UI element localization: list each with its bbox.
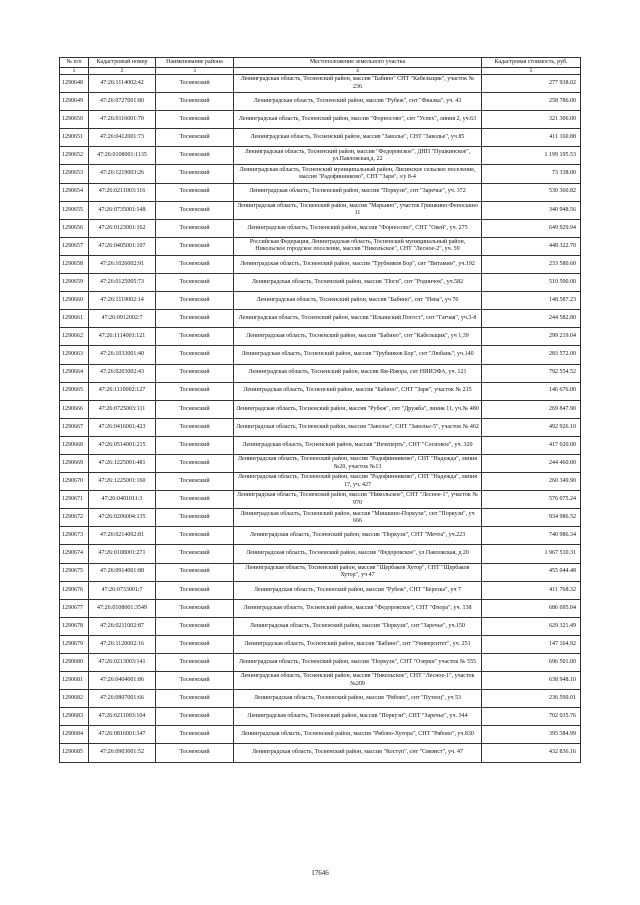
row-number-cell: 1290661 [60, 310, 89, 328]
cadastral-value-cell: 1 199 195.53 [482, 147, 581, 165]
header-location: Местоположение земельного участка [234, 58, 482, 68]
table-row [60, 364, 581, 382]
district-name-cell: Тосненский [156, 473, 234, 491]
row-number-cell: 1290650 [60, 111, 89, 129]
cadastral-value-table [59, 57, 581, 763]
cadastral-number-cell: 47:26:0735001:148 [89, 201, 156, 219]
row-number-cell: 1290684 [60, 726, 89, 744]
table-row [60, 400, 581, 418]
district-name-cell: Тосненский [156, 635, 234, 653]
district-name-cell: Тосненский [156, 292, 234, 310]
cadastral-value-cell: 510 500.00 [482, 274, 581, 292]
document-page [59, 57, 580, 763]
cadastral-number-cell: 47:26:1119002:14 [89, 292, 156, 310]
table-row [60, 346, 581, 364]
cadastral-value-cell: 629 321.49 [482, 617, 581, 635]
cadastral-value-cell: 146 676.00 [482, 382, 581, 400]
cadastral-value-cell: 395 384.99 [482, 726, 581, 744]
cadastral-number-cell: 47:26:0211003:104 [89, 708, 156, 726]
cadastral-number-cell: 47:26:0401011:3 [89, 491, 156, 509]
row-number-cell: 1290653 [60, 165, 89, 183]
location-cell: Ленинградская область, Тосненский район, массив "Поркузи", снт "Заречье", уч.150 [234, 617, 482, 635]
location-cell: Ленинградская область, Тосненский район, массив "Федоровское", СНТ "Флора", уч. 138 [234, 599, 482, 617]
cadastral-value-cell: 696 501.00 [482, 654, 581, 672]
cadastral-value-cell: 638 948.10 [482, 672, 581, 690]
table-row [60, 75, 581, 93]
cadastral-value-cell: 492 926.10 [482, 418, 581, 436]
cadastral-value-cell: 1 967 510.31 [482, 545, 581, 563]
district-name-cell: Тосненский [156, 599, 234, 617]
district-name-cell: Тосненский [156, 274, 234, 292]
table-header-row [60, 58, 581, 68]
location-cell: Ленинградская область, Тосненский район, массив "Мишкино-Поркузи", снт "Поркузи", уч 666 [234, 509, 482, 527]
row-number-cell: 1290657 [60, 237, 89, 255]
table-row [60, 237, 581, 255]
table-row [60, 454, 581, 472]
cadastral-value-cell: 649 929.94 [482, 219, 581, 237]
location-cell: Ленинградская область, Тосненский район, массив "Щербаков Хутор", СНТ "Щербаков Хутор", уч 47 [234, 563, 482, 581]
table-row [60, 129, 581, 147]
location-cell: Ленинградская область, Тосненский район, массив "Федоровское", ул Павловская, д 20 [234, 545, 482, 563]
row-number-cell: 1290662 [60, 328, 89, 346]
header-district-name: Наименование района [156, 58, 234, 68]
cadastral-number-cell: 47:26:0807001:66 [89, 690, 156, 708]
row-number-cell: 1290648 [60, 75, 89, 93]
table-row [60, 744, 581, 762]
row-number-cell: 1290676 [60, 581, 89, 599]
location-cell: Ленинградская область, Тосненский муниципальный район, Лисинское сельское поселение, массив "Радофинниково", СНТ "Заря", з/у 8-4 [234, 165, 482, 183]
district-name-cell: Тосненский [156, 310, 234, 328]
row-number-cell: 1290669 [60, 454, 89, 472]
row-number-cell: 1290655 [60, 201, 89, 219]
table-row [60, 111, 581, 129]
location-cell: Ленинградская область, Тосненский район, массив "Рябово", снт "Путеец", уч 53 [234, 690, 482, 708]
row-number-cell: 1290668 [60, 436, 89, 454]
district-name-cell: Тосненский [156, 418, 234, 436]
table-row [60, 563, 581, 581]
cadastral-number-cell: 47:26:0903001:52 [89, 744, 156, 762]
location-cell: Ленинградская область, Тосненский район, массив "Заволье", СНТ "Заволье", уч 85 [234, 129, 482, 147]
row-number-cell: 1290658 [60, 255, 89, 273]
row-number-cell: 1290652 [60, 147, 89, 165]
location-cell: Ленинградская область, Тосненский район, массив "Коступ", снт "Связист", уч. 47 [234, 744, 482, 762]
location-cell: Российская Федерация, Ленинградская область, Тосненский муниципальный район, Никольское городское поселение, массив "Никольское", СНТ "Лесное-2", уч. 59 [234, 237, 482, 255]
cadastral-number-cell: 47:26:0514001:215 [89, 436, 156, 454]
header-cadastral-value: Кадастровая стоимость, руб. [482, 58, 581, 68]
cadastral-value-cell: 233 580.60 [482, 255, 581, 273]
table-row [60, 183, 581, 201]
row-number-cell: 1290674 [60, 545, 89, 563]
cadastral-value-cell: 686 695.04 [482, 599, 581, 617]
row-number-cell: 1290660 [60, 292, 89, 310]
page-number: 17646 [311, 869, 329, 877]
row-number-cell: 1290681 [60, 672, 89, 690]
table-row [60, 545, 581, 563]
table-row [60, 509, 581, 527]
cadastral-value-cell: 417 020.00 [482, 436, 581, 454]
location-cell: Ленинградская область, Тосненский район, массив "Бабино", снт "Нева", уч 76 [234, 292, 482, 310]
location-cell: Ленинградская область, Тосненский район, массив "Никольское", СНТ "Лесное-1", участок №209 [234, 672, 482, 690]
location-cell: Ленинградская область, Тосненский район, массив "Ильинский Погост", снт "Гатчая", уч.3-8 [234, 310, 482, 328]
table-row [60, 708, 581, 726]
cadastral-value-cell: 455 044.48 [482, 563, 581, 581]
district-name-cell: Тосненский [156, 545, 234, 563]
row-number-cell: 1290677 [60, 599, 89, 617]
table-body [60, 75, 581, 763]
cadastral-number-cell: 47:26:0206004:135 [89, 509, 156, 527]
district-name-cell: Тосненский [156, 201, 234, 219]
cadastral-number-cell: 47:26:0123001:162 [89, 219, 156, 237]
cadastral-number-cell: 47:26:1110002:127 [89, 382, 156, 400]
header-row-number: № п/п [60, 58, 89, 68]
location-cell: Ленинградская область, Тосненский район, массив "Трубников Бор", снт "Витамин", уч.192 [234, 255, 482, 273]
location-cell: Ленинградская область, Тосненский район, массив "Заволье", СНТ "Заволье-5", участок № 462 [234, 418, 482, 436]
district-name-cell: Тосненский [156, 744, 234, 762]
column-number: 2 [89, 68, 156, 75]
district-name-cell: Тосненский [156, 436, 234, 454]
table-row [60, 201, 581, 219]
row-number-cell: 1290664 [60, 364, 89, 382]
district-name-cell: Тосненский [156, 617, 234, 635]
row-number-cell: 1290672 [60, 509, 89, 527]
district-name-cell: Тосненский [156, 527, 234, 545]
cadastral-value-cell: 244 460.00 [482, 454, 581, 472]
cadastral-number-cell: 47:26:0108001:3549 [89, 599, 156, 617]
table-row [60, 274, 581, 292]
district-name-cell: Тосненский [156, 111, 234, 129]
location-cell: Ленинградская область, Тосненский район, массив "Рубеж", снт "Фиалка", уч. 43 [234, 93, 482, 111]
district-name-cell: Тосненский [156, 328, 234, 346]
cadastral-number-cell: 47:26:0416001:423 [89, 418, 156, 436]
cadastral-value-cell: 530 360.82 [482, 183, 581, 201]
location-cell: Ленинградская область, Тосненский район, массив "Поги", снт "Родничок", уч.582 [234, 274, 482, 292]
cadastral-value-cell: 236 599.01 [482, 690, 581, 708]
district-name-cell: Тосненский [156, 690, 234, 708]
cadastral-number-cell: 47:26:1114001:121 [89, 328, 156, 346]
table-row [60, 436, 581, 454]
district-name-cell: Тосненский [156, 672, 234, 690]
cadastral-value-cell: 576 075.24 [482, 491, 581, 509]
cadastral-number-cell: 47:26:0727001:80 [89, 93, 156, 111]
district-name-cell: Тосненский [156, 382, 234, 400]
table-row [60, 147, 581, 165]
location-cell: Ленинградская область, Тосненский район, массив "Рубеж", СНТ "Березка", уч 7 [234, 581, 482, 599]
district-name-cell: Тосненский [156, 454, 234, 472]
cadastral-number-cell: 47:26:1033001:40 [89, 346, 156, 364]
cadastral-number-cell: 47:26:0816001:347 [89, 726, 156, 744]
cadastral-value-cell: 277 938.02 [482, 75, 581, 93]
location-cell: Ленинградская область, Тосненский район, массив "Нечеперть", СНТ "Сосновое", уч. 320 [234, 436, 482, 454]
district-name-cell: Тосненский [156, 219, 234, 237]
location-cell: Ленинградская область, Тосненский район, массив "Поркузи", СНТ "Озерки" участок № 555 [234, 654, 482, 672]
district-name-cell: Тосненский [156, 129, 234, 147]
cadastral-number-cell: 47:26:1120002:16 [89, 635, 156, 653]
table-row [60, 581, 581, 599]
cadastral-value-cell: 148 587.23 [482, 292, 581, 310]
row-number-cell: 1290654 [60, 183, 89, 201]
header-cadastral-number: Кадастровый номер [89, 58, 156, 68]
cadastral-number-cell: 47:26:0211002:87 [89, 617, 156, 635]
location-cell: Ленинградская область, Тосненский район, массив "Форносово", снт "Успех", линия 2, уч.63 [234, 111, 482, 129]
cadastral-value-cell: 269 847.90 [482, 400, 581, 418]
table-row [60, 310, 581, 328]
location-cell: Ленинградская область, Тосненский район, массив "Рубеж", снт "Дружба", линия 11, уч.№ 480 [234, 400, 482, 418]
cadastral-value-cell: 73 338.00 [482, 165, 581, 183]
cadastral-number-cell: 47:26:0108001:271 [89, 545, 156, 563]
column-number: 1 [60, 68, 89, 75]
row-number-cell: 1290667 [60, 418, 89, 436]
table-row [60, 219, 581, 237]
district-name-cell: Тосненский [156, 75, 234, 93]
table-row [60, 672, 581, 690]
row-number-cell: 1290659 [60, 274, 89, 292]
cadastral-number-cell: 47:26:0203002:43 [89, 364, 156, 382]
location-cell: Ленинградская область, Тосненский район, массив "Рябово-Хутора", СНТ "Рябово", уч.830 [234, 726, 482, 744]
cadastral-number-cell: 47:26:0108001:1135 [89, 147, 156, 165]
district-name-cell: Тосненский [156, 237, 234, 255]
row-number-cell: 1290675 [60, 563, 89, 581]
table-row [60, 165, 581, 183]
cadastral-value-cell: 432 836.16 [482, 744, 581, 762]
column-number: 4 [234, 68, 482, 75]
cadastral-number-cell: 47:26:0116001:70 [89, 111, 156, 129]
table-row [60, 292, 581, 310]
district-name-cell: Тосненский [156, 708, 234, 726]
row-number-cell: 1290656 [60, 219, 89, 237]
column-number: 5 [482, 68, 581, 75]
row-number-cell: 1290666 [60, 400, 89, 418]
cadastral-number-cell: 47:26:0214002:81 [89, 527, 156, 545]
cadastral-value-cell: 321 306.00 [482, 111, 581, 129]
cadastral-number-cell: 47:26:1225001:481 [89, 454, 156, 472]
cadastral-number-cell: 47:26:1114002:42 [89, 75, 156, 93]
location-cell: Ленинградская область, Тосненский район, массив "Форносово", СНТ "Окей", уч. 275 [234, 219, 482, 237]
row-number-cell: 1290665 [60, 382, 89, 400]
district-name-cell: Тосненский [156, 364, 234, 382]
cadastral-number-cell: 47:26:0412001:73 [89, 129, 156, 147]
cadastral-number-cell: 47:26:0405001:107 [89, 237, 156, 255]
table-row [60, 382, 581, 400]
district-name-cell: Тосненский [156, 346, 234, 364]
district-name-cell: Тосненский [156, 491, 234, 509]
cadastral-value-cell: 740 986.34 [482, 527, 581, 545]
table-row [60, 690, 581, 708]
location-cell: Ленинградская область, Тосненский район, массив "Федоровское", ДНП "Пушкинское", ул.Павловская,д. 22 [234, 147, 482, 165]
location-cell: Ленинградская область, Тосненский район, массив "Радофинниково", СНТ "Надежда", линия №20, участок №13 [234, 454, 482, 472]
table-row [60, 527, 581, 545]
district-name-cell: Тосненский [156, 255, 234, 273]
cadastral-number-cell: 47:26:1225001:160 [89, 473, 156, 491]
cadastral-number-cell: 47:26:0404001:86 [89, 672, 156, 690]
table-row [60, 599, 581, 617]
cadastral-number-cell: 47:26:0914001:88 [89, 563, 156, 581]
table-row [60, 255, 581, 273]
cadastral-value-cell: 147 164.92 [482, 635, 581, 653]
district-name-cell: Тосненский [156, 654, 234, 672]
location-cell: Ленинградская область, Тосненский район, массив "Поркузи", СНТ "Мечта", уч.223 [234, 527, 482, 545]
district-name-cell: Тосненский [156, 400, 234, 418]
row-number-cell: 1290671 [60, 491, 89, 509]
cadastral-value-cell: 260 349.90 [482, 473, 581, 491]
location-cell: Ленинградская область, Тосненский район, массив "Бабино", снт "Кабельщик", уч 1,39 [234, 328, 482, 346]
district-name-cell: Тосненский [156, 165, 234, 183]
cadastral-number-cell: 47:26:0733001:7 [89, 581, 156, 599]
location-cell: Ленинградская область, Тосненский район, массив "Трубников Бор", снт "Любань", уч.140 [234, 346, 482, 364]
cadastral-value-cell: 244 582.80 [482, 310, 581, 328]
cadastral-value-cell: 411 768.32 [482, 581, 581, 599]
cadastral-number-cell: 47:26:0125005:73 [89, 274, 156, 292]
location-cell: Ленинградская область, Тосненский район, массив "Поркузи", снт "Заречье", уч. 372 [234, 183, 482, 201]
row-number-cell: 1290673 [60, 527, 89, 545]
row-number-cell: 1290685 [60, 744, 89, 762]
location-cell: Ленинградская область, Тосненский район, массив "Никольское", СНТ "Лесное-1", участок № 970 [234, 491, 482, 509]
row-number-cell: 1290678 [60, 617, 89, 635]
district-name-cell: Тосненский [156, 183, 234, 201]
location-cell: Ленинградская область, Тосненский район, массив "Бабино", СНТ "Заря", участок № 215 [234, 382, 482, 400]
location-cell: Ленинградская область, Тосненский район, массив "Бабино", снт "Университет", уч. 251 [234, 635, 482, 653]
table-row [60, 726, 581, 744]
row-number-cell: 1290682 [60, 690, 89, 708]
location-cell: Ленинградская область, Тосненский район, массив "Поркузи", СНТ "Заречье", уч. 344 [234, 708, 482, 726]
cadastral-number-cell: 47:26:0211003:116 [89, 183, 156, 201]
cadastral-number-cell: 47:26:1026002:91 [89, 255, 156, 273]
cadastral-number-cell: 47:26:0725003:111 [89, 400, 156, 418]
cadastral-value-cell: 448 322.70 [482, 237, 581, 255]
cadastral-value-cell: 792 554.52 [482, 364, 581, 382]
row-number-cell: 1290679 [60, 635, 89, 653]
table-row [60, 93, 581, 111]
district-name-cell: Тосненский [156, 509, 234, 527]
table-row [60, 473, 581, 491]
table-row [60, 635, 581, 653]
table-row [60, 418, 581, 436]
cadastral-value-cell: 934 986.52 [482, 509, 581, 527]
cadastral-value-cell: 340 948.56 [482, 201, 581, 219]
cadastral-value-cell: 411 160.88 [482, 129, 581, 147]
row-number-cell: 1290683 [60, 708, 89, 726]
cadastral-number-cell: 47:26:1219003:26 [89, 165, 156, 183]
table-row [60, 328, 581, 346]
location-cell: Ленинградская область, Тосненский район, массив "Марьино", участок Гришкино-Феносьино 11 [234, 201, 482, 219]
column-number: 3 [156, 68, 234, 75]
cadastral-value-cell: 258 786.00 [482, 93, 581, 111]
row-number-cell: 1290649 [60, 93, 89, 111]
row-number-cell: 1290680 [60, 654, 89, 672]
row-number-cell: 1290663 [60, 346, 89, 364]
table-row [60, 617, 581, 635]
cadastral-number-cell: 47:26:0912002:7 [89, 310, 156, 328]
district-name-cell: Тосненский [156, 581, 234, 599]
cadastral-number-cell: 47:26:0213003:141 [89, 654, 156, 672]
location-cell: Ленинградская область, Тосненский район, массив "Радофинниково", СНТ "Надежда", линия 17, уч. 427 [234, 473, 482, 491]
table-row [60, 491, 581, 509]
district-name-cell: Тосненский [156, 726, 234, 744]
table-row [60, 654, 581, 672]
location-cell: Ленинградская область, Тосненский район, массив Ям-Ижора, снт НИИЭФА, уч. 121 [234, 364, 482, 382]
district-name-cell: Тосненский [156, 147, 234, 165]
cadastral-value-cell: 702 035.76 [482, 708, 581, 726]
cadastral-value-cell: 283 572.00 [482, 346, 581, 364]
district-name-cell: Тосненский [156, 563, 234, 581]
district-name-cell: Тосненский [156, 93, 234, 111]
column-number-row [60, 68, 581, 75]
location-cell: Ленинградская область, Тосненский район, массив "Бабино" СНТ "Кабельщик", участок № 236 [234, 75, 482, 93]
cadastral-value-cell: 299 219.04 [482, 328, 581, 346]
row-number-cell: 1290651 [60, 129, 89, 147]
row-number-cell: 1290670 [60, 473, 89, 491]
